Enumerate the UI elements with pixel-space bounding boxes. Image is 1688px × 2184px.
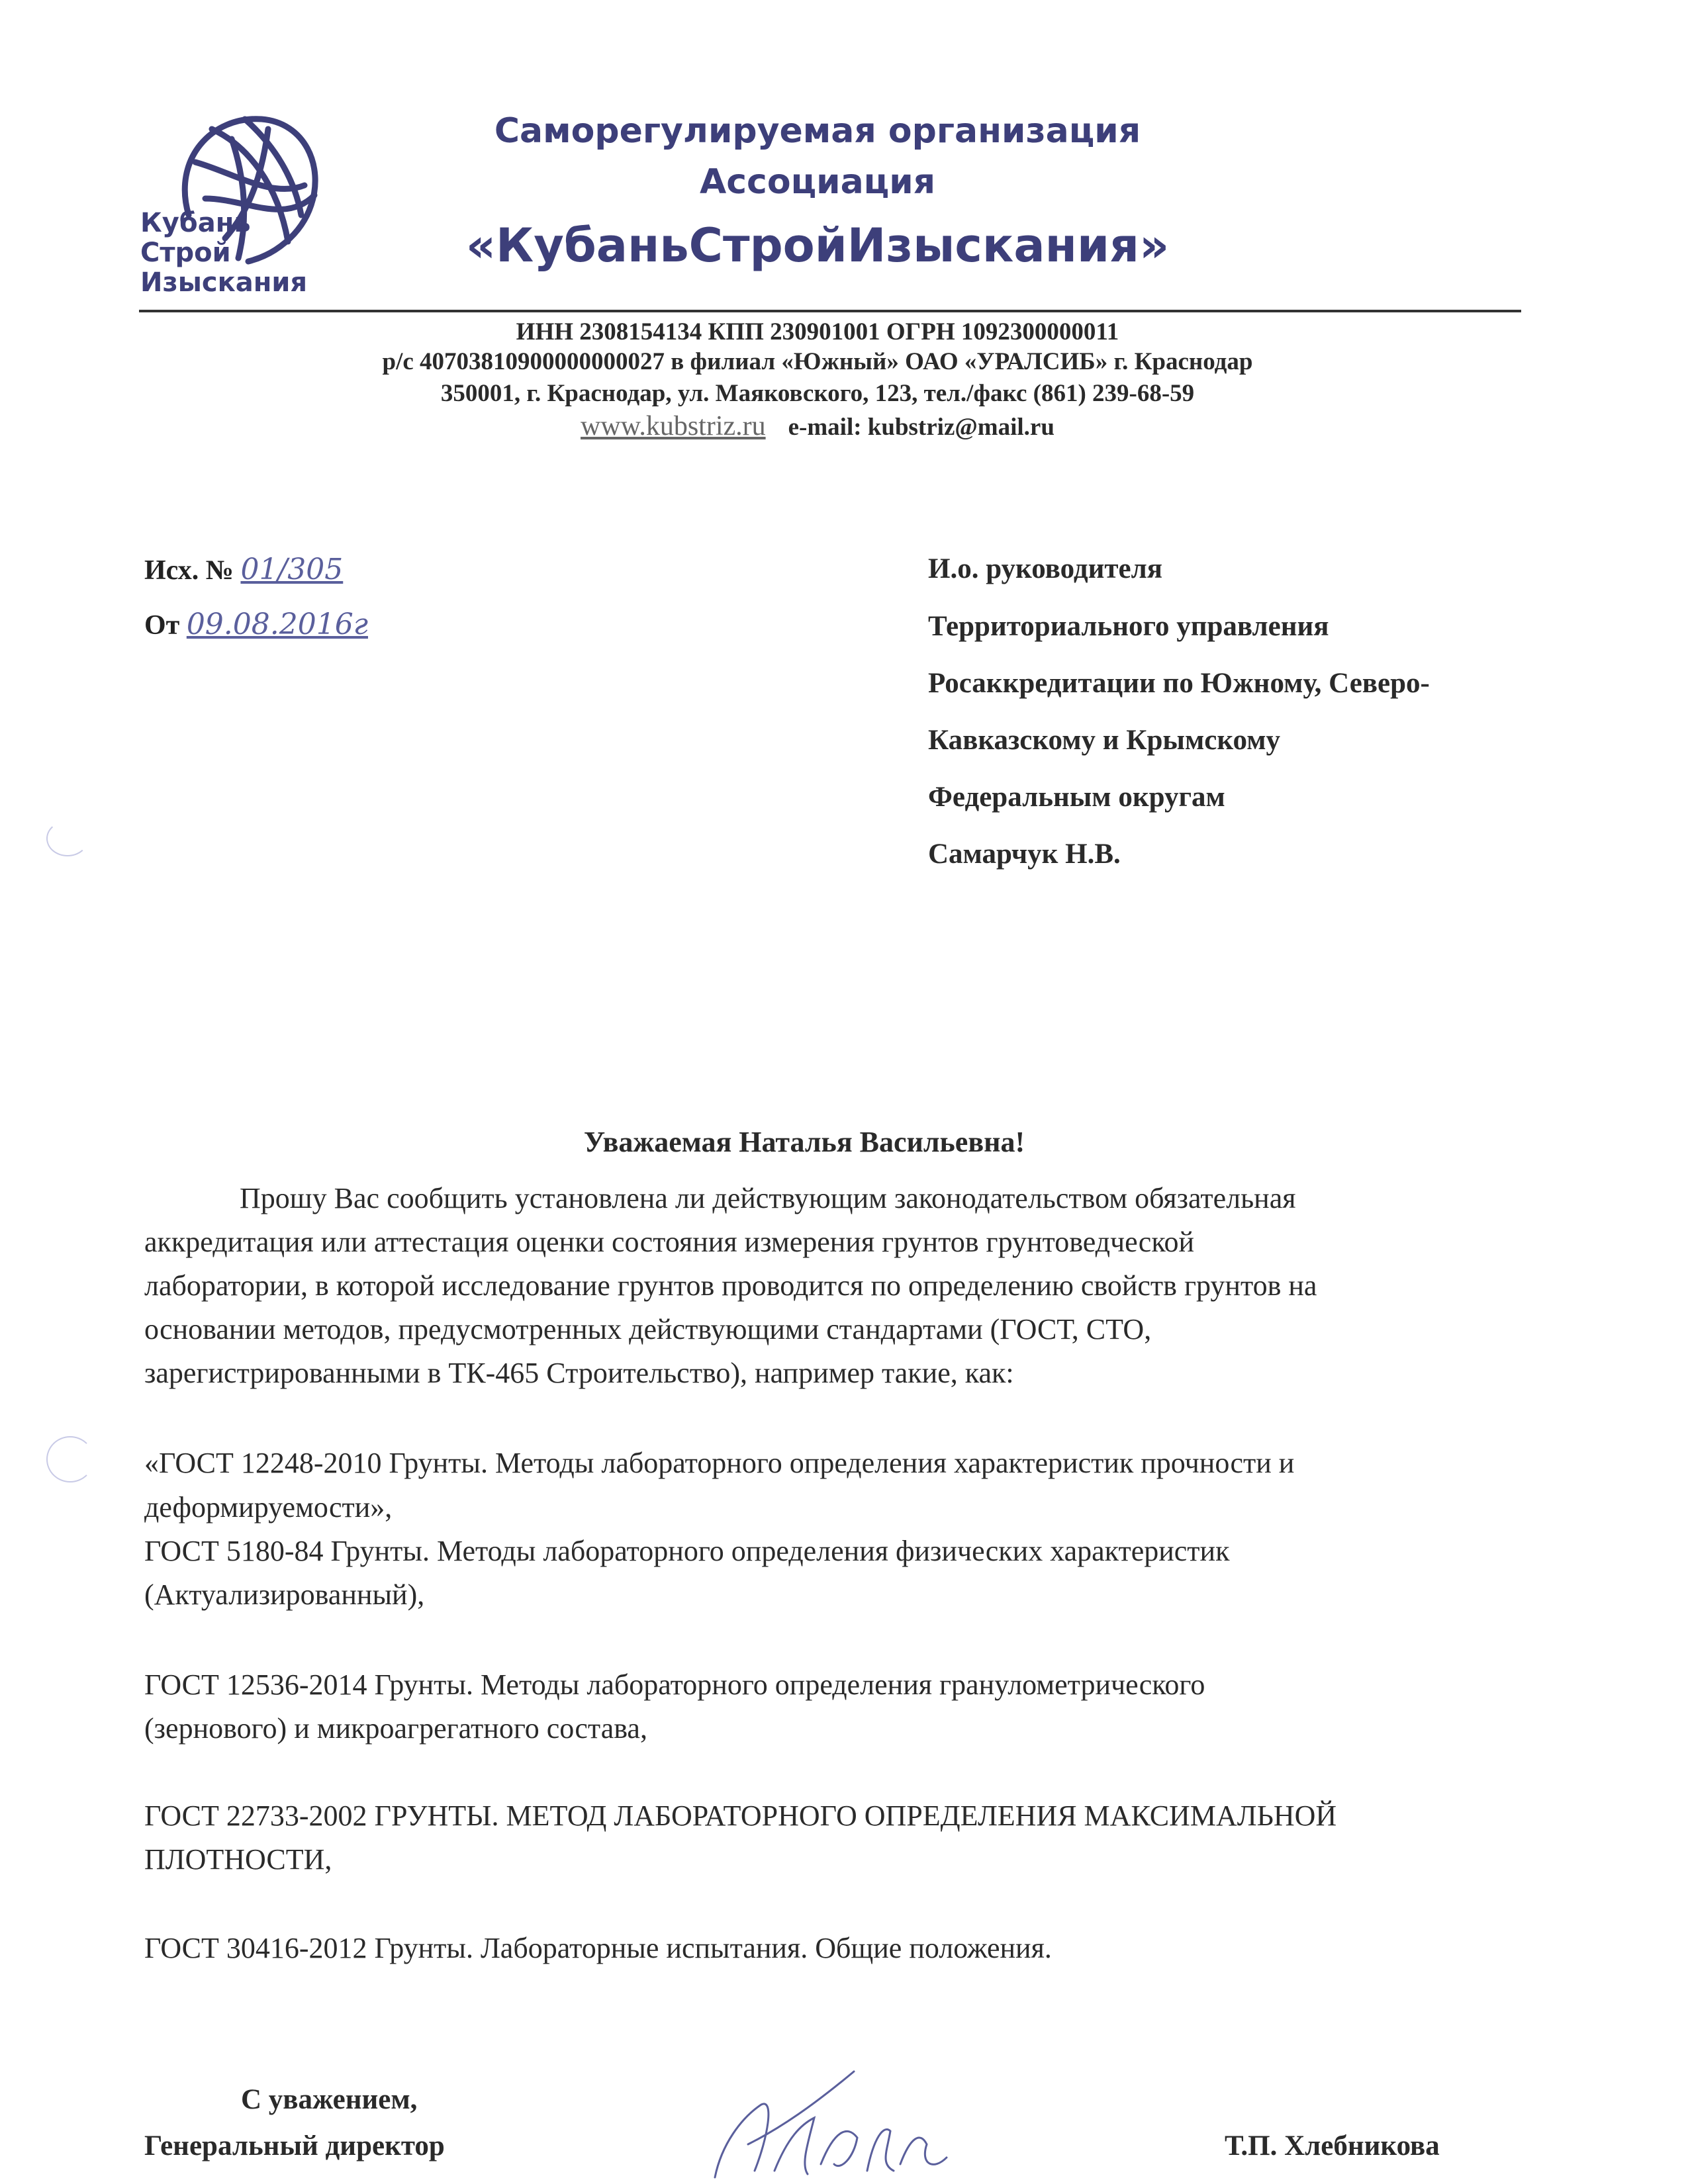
org-name: «КубаньСтройИзыскания»: [465, 218, 1170, 273]
addressee-line: Кавказскому и Крымскому: [928, 725, 1280, 756]
closing-phrase: С уважением,: [241, 2084, 418, 2115]
logo-text-line3: Изыскания: [140, 267, 308, 298]
standard-item: «ГОСТ 12248-2010 Грунты. Методы лабораторного определения характеристик прочности и: [144, 1447, 1295, 1479]
standard-item: ГОСТ 30416-2012 Грунты. Лабораторные испытания. Общие положения.: [144, 1932, 1052, 1964]
requisites-address: 350001, г. Краснодар, ул. Маяковского, 123, тел./факс (861) 239-68-59: [440, 380, 1195, 407]
outgoing-number-label: Исх. №: [144, 555, 234, 586]
greeting: Уважаемая Наталья Васильевна!: [583, 1126, 1025, 1158]
requisites-bank-account: р/с 40703810900000000027 в филиал «Южный» ОАО «УРАЛСИБ» г. Краснодар: [382, 348, 1253, 375]
outgoing-number-handwritten: 01/305: [240, 553, 344, 586]
header-divider: [139, 310, 1521, 312]
logo-text-line1: Кубань: [140, 208, 251, 238]
paragraph-line: лаборатории, в которой исследование грунтов проводится по определению свойств грунтов на: [144, 1269, 1317, 1302]
paragraph-line: аккредитация или аттестация оценки состояния измерения грунтов грунтоведческой: [144, 1226, 1195, 1258]
standard-item-continued: ПЛОТНОСТИ,: [144, 1843, 332, 1876]
website-link[interactable]: www.kubstriz.ru: [581, 411, 766, 441]
paragraph-line: Прошу Вас сообщить установлена ли действующим законодательством обязательная: [240, 1182, 1296, 1214]
signer-name: Т.П. Хлебникова: [1225, 2130, 1440, 2161]
outgoing-number: [144, 553, 343, 586]
addressee-line: Территориального управления: [928, 611, 1329, 642]
logo-text-line2: Строй: [140, 238, 231, 268]
standard-item: ГОСТ 22733-2002 ГРУНТЫ. МЕТОД ЛАБОРАТОРНОГО ОПРЕДЕЛЕНИЯ МАКСИМАЛЬНОЙ: [144, 1799, 1337, 1832]
signer-position: Генеральный директор: [144, 2130, 445, 2161]
addressee-line: Росаккредитации по Южному, Северо-: [928, 668, 1430, 699]
standard-item: ГОСТ 5180-84 Грунты. Методы лабораторного определения физических характеристик: [144, 1535, 1230, 1567]
outgoing-date-label: От: [144, 610, 180, 641]
punch-hole-mark: [46, 821, 89, 856]
outgoing-date: [144, 608, 368, 641]
punch-hole-mark: [46, 1436, 94, 1482]
handwritten-signature: [702, 2065, 980, 2184]
standard-item-continued: деформируемости»,: [144, 1491, 393, 1524]
outgoing-date-handwritten: 09.08.2016г: [186, 608, 368, 641]
addressee-line: Федеральным округам: [928, 782, 1225, 813]
org-form-line: Ассоциация: [699, 162, 936, 202]
email-text: e-mail: kubstriz@mail.ru: [788, 414, 1055, 441]
paragraph-line: зарегистрированными в ТК-465 Строительство), например такие, как:: [144, 1357, 1014, 1389]
standard-item: ГОСТ 12536-2014 Грунты. Методы лабораторного определения гранулометрического: [144, 1668, 1205, 1701]
standard-item-continued: (Актуализированный),: [144, 1578, 425, 1611]
addressee-name: Самарчук Н.В.: [928, 839, 1121, 870]
paragraph-line: основании методов, предусмотренных действующими стандартами (ГОСТ, СТО,: [144, 1313, 1152, 1345]
requisites-tax-ids: ИНН 2308154134 КПП 230901001 ОГРН 1092300000011: [516, 318, 1119, 345]
standard-item-continued: (зернового) и микроагрегатного состава,: [144, 1712, 647, 1745]
requisites-contacts: [0, 410, 1662, 442]
org-type-line: Саморегулируемая организация: [494, 111, 1141, 151]
addressee-line: И.о. руководителя: [928, 553, 1162, 584]
